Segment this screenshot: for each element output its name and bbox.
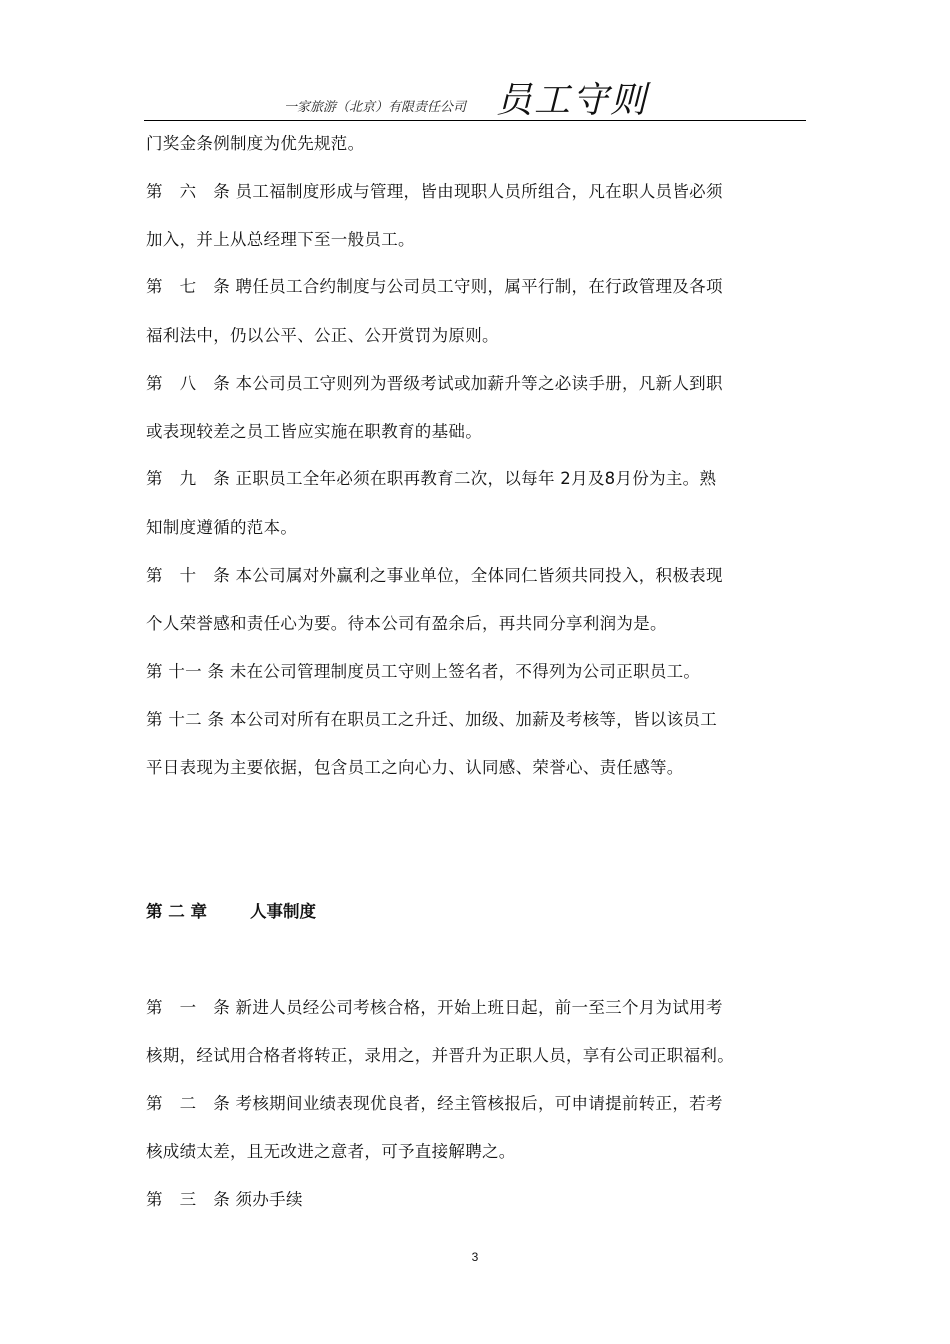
text-line: 第 八 条 本公司员工守则列为晋级考试或加薪升等之必读手册，凡新人到职 <box>146 374 723 393</box>
text-line: 第 七 条 聘任员工合约制度与公司员工守则，属平行制，在行政管理及各项 <box>146 277 723 296</box>
text-line: 第 十一 条 未在公司管理制度员工守则上签名者，不得列为公司正职员工。 <box>146 662 701 681</box>
text-line: 第 六 条 员工福制度形成与管理，皆由现职人员所组合，凡在职人员皆必须 <box>146 182 723 201</box>
page-header <box>144 68 806 121</box>
text-line: 第 一 条 新进人员经公司考核合格，开始上班日起，前一至三个月为试用考 <box>146 998 723 1017</box>
text-line: 门奖金条例制度为优先规范。 <box>146 134 365 153</box>
text-line: 第 十 条 本公司属对外赢利之事业单位，全体同仁皆须共同投入，积极表现 <box>146 566 723 585</box>
text-line: 核成绩太差，且无改进之意者，可予直接解聘之。 <box>146 1142 516 1161</box>
chapter-title: 人事制度 <box>250 902 316 921</box>
chapter-number: 第 二 章 <box>146 902 207 921</box>
document-title: 员工守则 <box>496 80 649 121</box>
text-line: 个人荣誉感和责任心为要。待本公司有盈余后，再共同分享利润为是。 <box>146 614 667 633</box>
page-number: 3 <box>471 1250 479 1264</box>
text-line: 福利法中，仍以公平、公正、公开赏罚为原则。 <box>146 326 499 345</box>
text-line: 知制度遵循的范本。 <box>146 518 298 537</box>
company-name: 一家旅游（北京）有限责任公司 <box>284 100 467 115</box>
chapter-heading <box>146 898 316 922</box>
text-line: 第 十二 条 本公司对所有在职员工之升迁、加级、加薪及考核等，皆以该员工 <box>146 710 718 729</box>
text-line: 第 二 条 考核期间业绩表现优良者，经主管核报后，可申请提前转正，若考 <box>146 1094 723 1113</box>
text-line: 核期，经试用合格者将转正，录用之，并晋升为正职人员，享有公司正职福利。 <box>146 1046 734 1065</box>
text-line: 第 九 条 正职员工全年必须在职再教育二次，以每年 2月及8月份为主。熟 <box>146 469 717 488</box>
text-line: 或表现较差之员工皆应实施在职教育的基础。 <box>146 422 482 441</box>
text-line: 平日表现为主要依据，包含员工之向心力、认同感、荣誉心、责任感等。 <box>146 758 684 777</box>
text-line: 第 三 条 须办手续 <box>146 1190 303 1209</box>
text-line: 加入，并上从总经理下至一般员工。 <box>146 230 415 249</box>
